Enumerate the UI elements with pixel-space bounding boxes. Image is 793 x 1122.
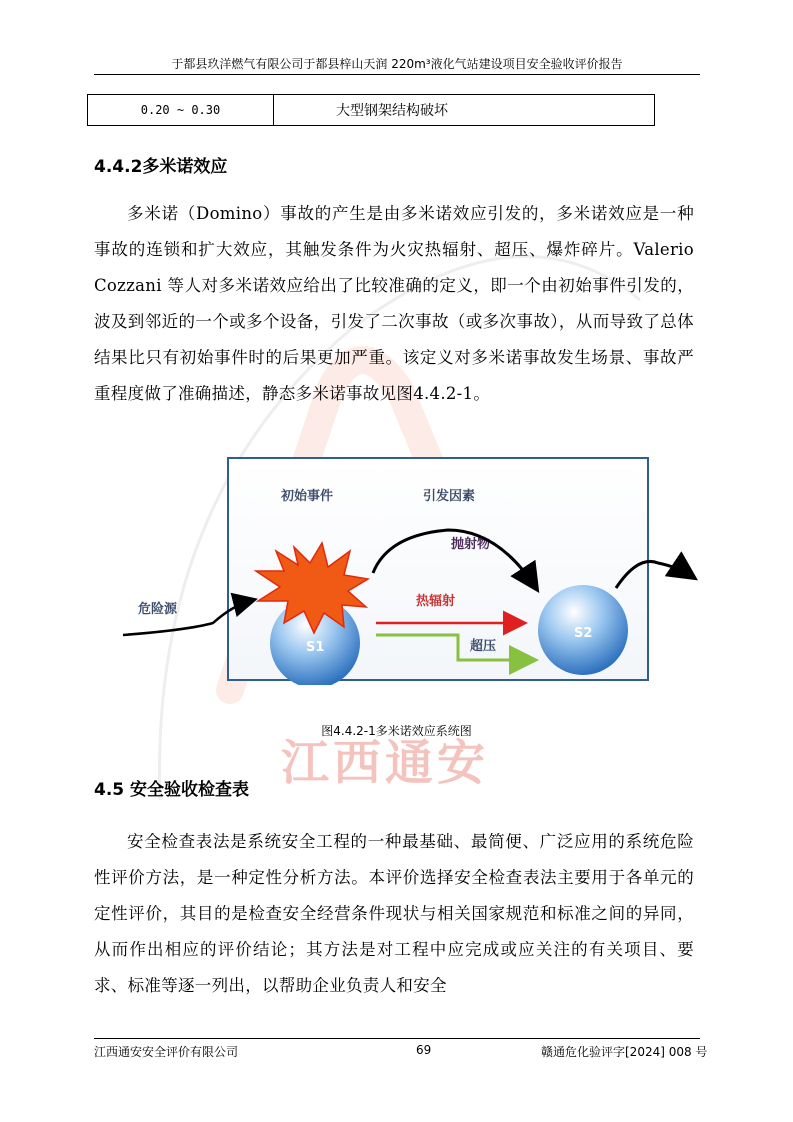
header-rule <box>94 74 700 75</box>
label-projectile: 抛射物 <box>451 537 491 552</box>
footer-doc-number: 赣通危化验评字[2024] 008 号 <box>541 1045 708 1059</box>
figure-caption: 图4.4.2-1多米诺效应系统图 <box>321 724 472 738</box>
label-s2: S2 <box>574 626 593 641</box>
domino-diagram <box>118 455 702 685</box>
watermark-text: 江西通安 <box>281 735 490 791</box>
label-s1: S1 <box>306 640 325 655</box>
label-initial-event: 初始事件 <box>281 489 334 504</box>
section-heading-domino: 4.4.2多米诺效应 <box>94 157 228 177</box>
threshold-table <box>87 94 655 126</box>
label-trigger-factors: 引发因素 <box>423 489 476 504</box>
page-number: 69 <box>416 1043 432 1057</box>
table-row <box>88 95 655 126</box>
footer-rule <box>94 1038 700 1039</box>
table-cell-range: 0.20 ~ 0.30 <box>88 95 274 126</box>
footer-company: 江西通安安全评价有限公司 <box>94 1045 239 1059</box>
section-heading-checklist: 4.5 安全验收检查表 <box>94 780 250 800</box>
page-header: 于都县玖洋燃气有限公司于都县梓山天润 220m³液化气站建设项目安全验收评价报告 <box>171 57 623 71</box>
label-heat-radiation: 热辐射 <box>416 594 456 609</box>
domino-paragraph: 多米诺（Domino）事故的产生是由多米诺效应引发的，多米诺效应是一种事故的连锁和扩大效应，其触发条件为火灾热辐射、超压、爆炸碎片。Valerio Cozzani 等人对多米诺效应给出了比较准确的定义，即一个由初始事件引发的，波及到邻近的一个或多个设备，引发了二次事故（或多次事故），从而导致了总体结果比只有初始事件时的后果更加严重。该定义对多米诺事故发生场景、事故严重程度做了准确描述，静态多米诺事故见图4.4.2-1。 <box>94 204 694 403</box>
label-overpressure: 超压 <box>470 639 497 654</box>
table-cell-effect: 大型钢架结构破坏 <box>274 95 655 126</box>
label-hazard-source: 危险源 <box>138 602 178 617</box>
checklist-paragraph: 安全检查表法是系统安全工程的一种最基础、最简便、广泛应用的系统危险性评价方法，是一种定性分析方法。本评价选择安全检查表法主要用于各单元的定性评价，其目的是检查安全经营条件现状与相关国家规范和标准之间的异同，从而作出相应的评价结论；其方法是对工程中应完成或应关注的有关项目、要求、标准等逐一列出，以帮助企业负责人和安全 <box>94 832 694 995</box>
